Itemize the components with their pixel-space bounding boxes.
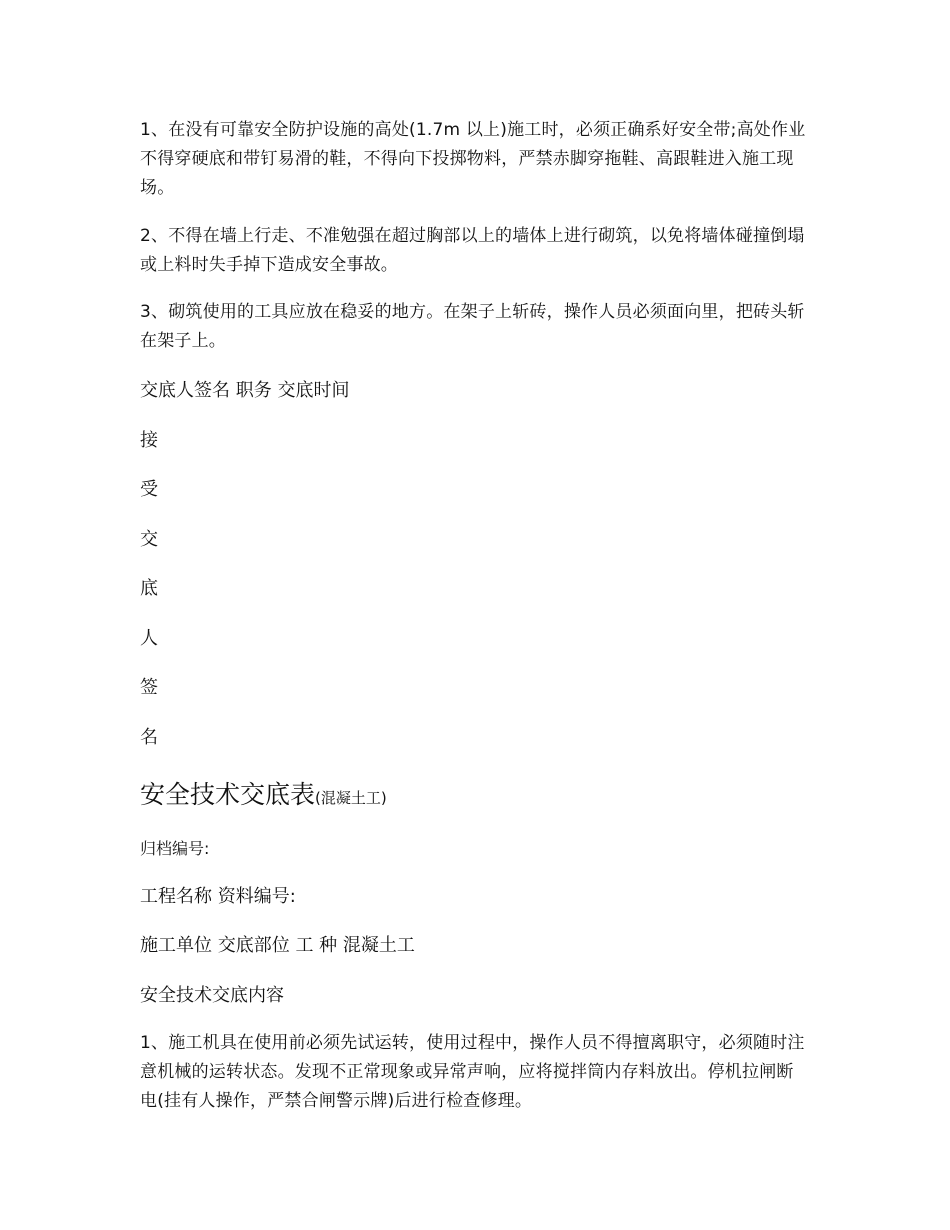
safety-item-1: 1、在没有可靠安全防护设施的高处(1.7m 以上)施工时，必须正确系好安全带;高处作业不得穿硬底和带钉易滑的鞋，不得向下投掷物料，严禁赤脚穿拖鞋、高跟鞋进入施工现场。: [140, 120, 806, 198]
archive-number: 归档编号:: [140, 839, 210, 858]
unit-line: 施工单位 交底部位 工 种 混凝土工: [140, 935, 415, 956]
receiver-char: 接: [140, 430, 158, 451]
concrete-item-1: 1、施工机具在使用前必须先试运转，使用过程中，操作人员不得擅离职守，必须随时注意机械的运转状态。发现不正常现象或异常声响，应将搅拌筒内存料放出。停机拉闸断电(挂有人操作，严禁合闸警示牌)后进行检查修理。: [140, 1033, 805, 1111]
form-title-subtitle: (混凝土工): [315, 789, 387, 807]
receiver-char: 受: [140, 479, 158, 500]
receiver-char: 名: [140, 727, 158, 748]
project-line: 工程名称 资料编号:: [140, 886, 296, 907]
receiver-char: 交: [140, 529, 158, 550]
safety-item-3: 3、砌筑使用的工具应放在稳妥的地方。在架子上斩砖，操作人员必须面向里，把砖头斩在架子上。: [140, 302, 805, 351]
receiver-char: 底: [140, 578, 158, 599]
signature-line: 交底人签名 职务 交底时间: [140, 380, 350, 401]
receiver-char: 签: [140, 677, 158, 698]
receiver-char: 人: [140, 628, 158, 649]
safety-item-2: 2、不得在墙上行走、不准勉强在超过胸部以上的墙体上进行砌筑，以免将墙体碰撞倒塌或上料时失手掉下造成安全事故。: [140, 226, 805, 275]
content-heading: 安全技术交底内容: [140, 985, 284, 1006]
form-title-main: 安全技术交底表: [140, 780, 316, 809]
form-title: [140, 778, 387, 815]
